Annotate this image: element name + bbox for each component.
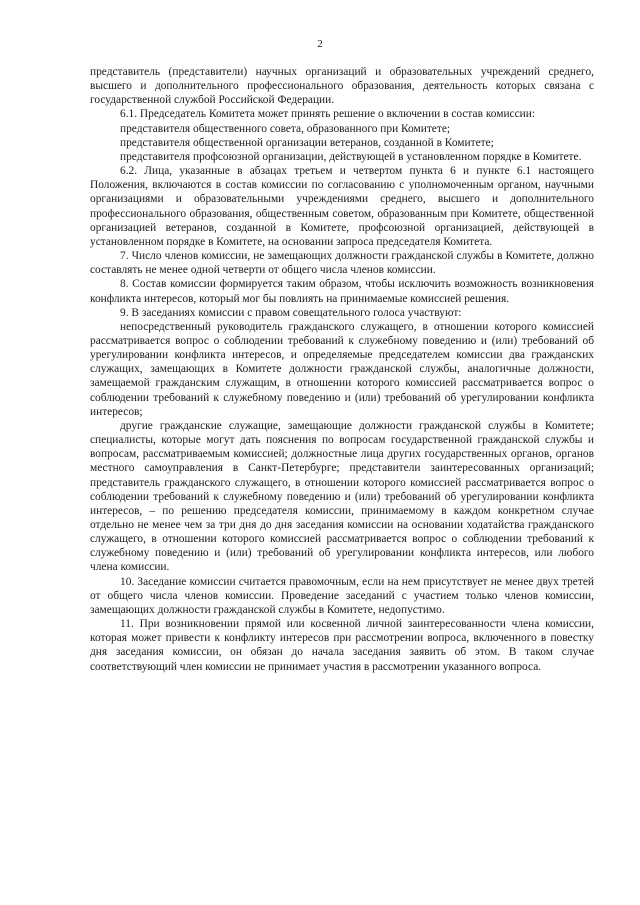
document-body bbox=[90, 65, 594, 674]
paragraph-public-council: представителя общественного совета, образованного при Комитете; bbox=[120, 122, 451, 135]
page-number: 2 bbox=[317, 38, 323, 50]
paragraph-10: 10. Заседание комиссии считается правомочным, если на нем присутствует не менее двух третей от общего числа членов комиссии. Проведение заседаний с участием только членов комиссии, замещающих должности гражданской службы в Комитете, недопустимо. bbox=[90, 575, 594, 616]
paragraph-trade-union: представителя профсоюзной организации, действующей в установленном порядке в Комитете. bbox=[120, 150, 582, 163]
paragraph-6-2: 6.2. Лица, указанные в абзацах третьем и четвертом пункта 6 и пункте 6.1 настоящего Положения, включаются в состав комиссии по согласованию с уполномоченным органом, научными организациями и образовательными учреждениями среднего, высшего и дополнительного профессионального образования, общественным советом, образованным при Комитете, общественной организацией ветеранов, созданной в Комитете, профсоюзной организацией, действующей в установленном порядке в Комитете, на основании запроса председателя Комитета. bbox=[90, 165, 594, 248]
paragraph-veterans-organization: представителя общественной организации ветеранов, созданной в Комитете; bbox=[120, 136, 494, 149]
paragraph-other-participants: другие гражданские служащие, замещающие должности гражданской службы в Комитете; специалисты, которые могут дать пояснения по вопросам государственной гражданской службы и вопросам, рассматриваемым комиссией; должностные лица других государственных органов, органов местного самоуправления в Санкт-Петербурге; представители заинтересованных организаций; представитель гражданского служащего, в отношении которого комиссией рассматривается вопрос о соблюдении требований к служебному поведению и (или) требований об урегулировании конфликта интересов, – по решению председателя комиссии, принимаемому в каждом конкретном случае отдельно не менее чем за три дня до дня заседания комиссии на основании ходатайства гражданского служащего, в отношении которого комиссией рассматривается вопрос о соблюдении требований к служебному поведению и (или) требований об урегулировании конфликта интересов, или любого члена комиссии. bbox=[90, 419, 594, 574]
paragraph-11: 11. При возникновении прямой или косвенной личной заинтересованности члена комиссии, которая может привести к конфликту интересов при рассмотрении вопроса, включенного в повестку дня заседания комиссии, он обязан до начала заседания заявить об этом. В таком случае соответствующий член комиссии не принимает участия в рассмотрении указанного вопроса. bbox=[90, 618, 594, 673]
paragraph-representatives-scientific: представитель (представители) научных организаций и образовательных учреждений среднего, высшего и дополнительного профессионального образования, деятельность которых связана с государственной службой Российской Федерации. bbox=[90, 66, 594, 107]
paragraph-7: 7. Число членов комиссии, не замещающих должности гражданской службы в Комитете, должно составлять не менее одной четверти от общего числа членов комиссии. bbox=[90, 250, 594, 277]
paragraph-9: 9. В заседаниях комиссии с правом совещательного голоса участвуют: bbox=[120, 306, 462, 319]
paragraph-direct-supervisor: непосредственный руководитель гражданского служащего, в отношении которого комиссией рассматривается вопрос о соблюдении требований к служебному поведению и (или) требований об урегулировании конфликта интересов, и определяемые председателем комиссии два гражданских служащих, замещающих в Комитете должности гражданской службы, аналогичные должности, замещаемой гражданским служащим, в отношении которого комиссией рассматривается вопрос о соблюдении требований к служебному поведению и (или) требований об урегулировании конфликта интересов; bbox=[90, 320, 594, 418]
paragraph-8: 8. Состав комиссии формируется таким образом, чтобы исключить возможность возникновения конфликта интересов, который мог бы повлиять на принимаемые комиссией решения. bbox=[90, 278, 594, 305]
paragraph-6-1: 6.1. Председатель Комитета может принять решение о включении в состав комиссии: bbox=[120, 108, 536, 121]
